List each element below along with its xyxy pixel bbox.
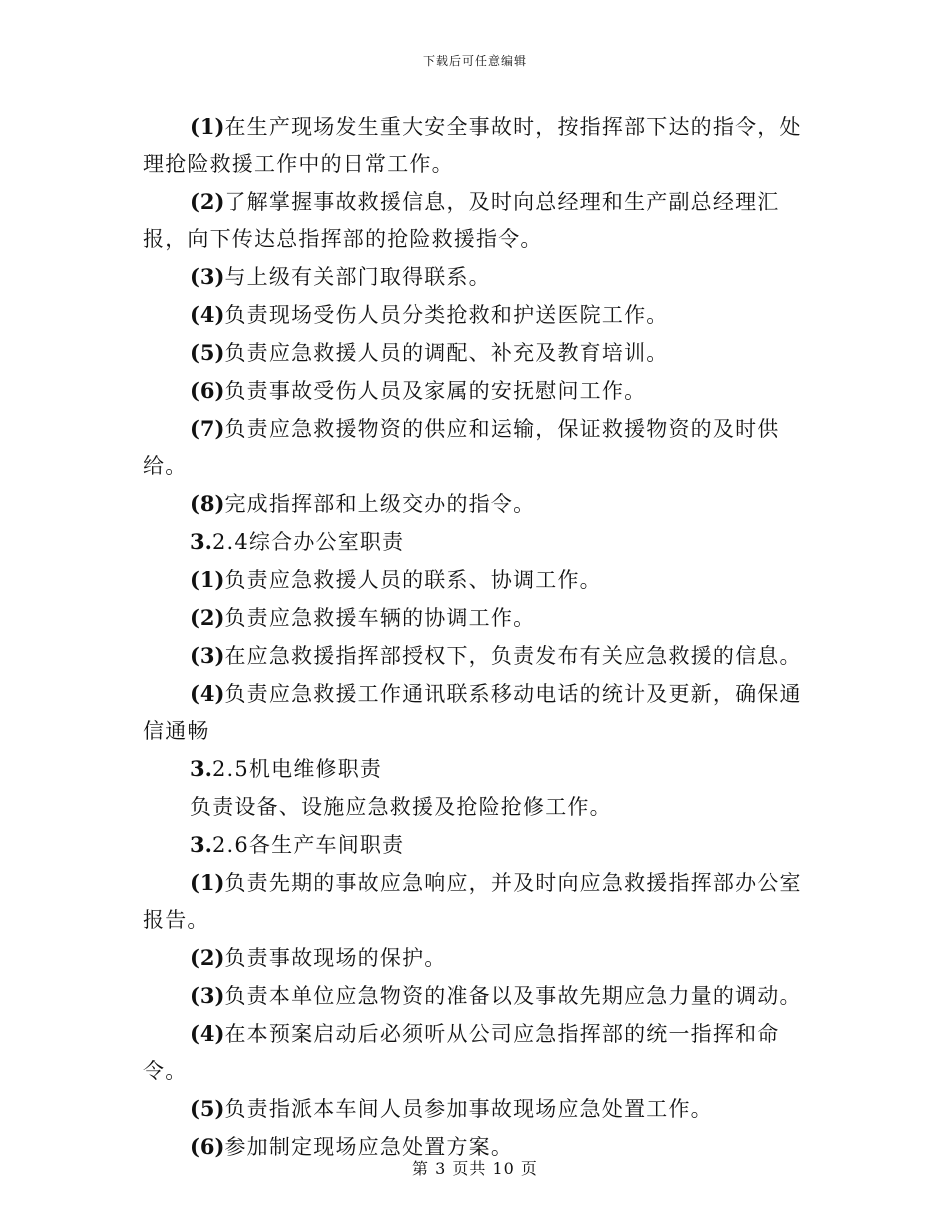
- paragraph: (5)负责指派本车间人员参加事故现场应急处置工作。: [190, 1096, 713, 1121]
- paragraph: (2)了解掌握事故救援信息，及时向总经理和生产副总经理汇报，向下传达总指挥部的抢险救援指令。: [143, 189, 780, 251]
- page-header: 下载后可任意编辑: [422, 54, 527, 68]
- paragraph: (2)负责事故现场的保护。: [190, 945, 447, 970]
- page-footer: 第 3 页共 10 页: [412, 1159, 538, 1178]
- paragraph: (4)负责应急救援工作通讯联系移动电话的统计及更新，确保通信通畅: [143, 681, 802, 743]
- paragraph: (1)负责应急救援人员的联系、协调工作。: [190, 567, 602, 592]
- paragraph: (3)与上级有关部门取得联系。: [190, 264, 491, 289]
- paragraph: (2)负责应急救援车辆的协调工作。: [190, 605, 536, 630]
- paragraph: (1)在生产现场发生重大安全事故时，按指挥部下达的指令，处理抢险救援工作中的日常工作。: [143, 114, 802, 176]
- paragraph: (7)负责应急救援物资的供应和运输，保证救援物资的及时供给。: [143, 416, 780, 478]
- paragraph: (3)在应急救援指挥部授权下，负责发布有关应急救援的信息。: [190, 643, 802, 668]
- section-heading: 3.2.6各生产车间职责: [190, 832, 405, 857]
- paragraph: (8)完成指挥部和上级交办的指令。: [190, 491, 536, 516]
- document-body: [143, 108, 808, 1166]
- paragraph: 负责设备、设施应急救援及抢险抢修工作。: [190, 795, 612, 819]
- paragraph: (1)负责先期的事故应急响应，并及时向应急救援指挥部办公室报告。: [143, 870, 802, 932]
- paragraph: (6)参加制定现场应急处置方案。: [190, 1134, 514, 1159]
- paragraph: (5)负责应急救援人员的调配、补充及教育培训。: [190, 340, 669, 365]
- section-heading: 3.2.5机电维修职责: [190, 756, 383, 781]
- section-heading: 3.2.4综合办公室职责: [190, 529, 405, 554]
- paragraph: (4)在本预案启动后必须听从公司应急指挥部的统一指挥和命令。: [143, 1021, 780, 1083]
- paragraph: (3)负责本单位应急物资的准备以及事故先期应急力量的调动。: [190, 983, 802, 1008]
- paragraph: (6)负责事故受伤人员及家属的安抚慰问工作。: [190, 378, 647, 403]
- paragraph: (4)负责现场受伤人员分类抢救和护送医院工作。: [190, 302, 669, 327]
